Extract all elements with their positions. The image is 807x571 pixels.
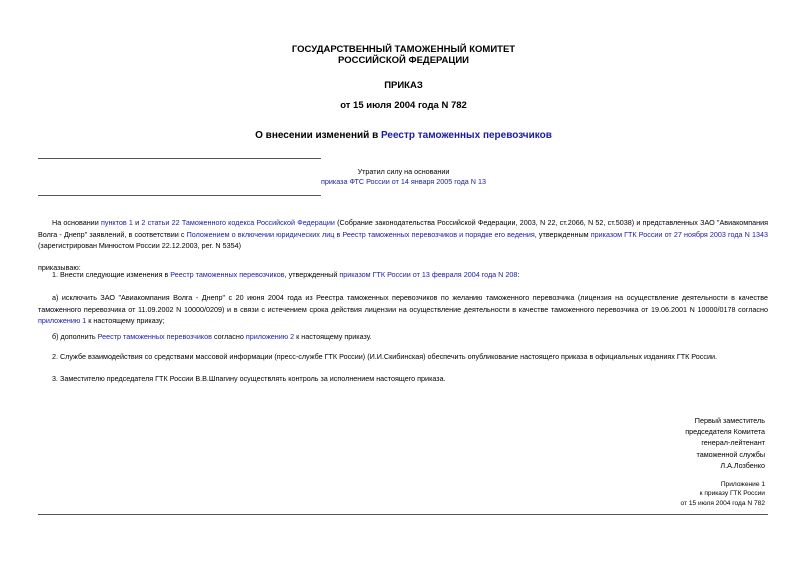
preamble-paragraph [38,217,768,252]
issuer-name [0,44,807,66]
appendix-header [565,480,765,508]
signature-line-4: таможенной службы [696,449,765,459]
signature-block [565,415,765,471]
status-note [0,167,807,187]
item-a-text-2: к настоящему приказу; [86,316,165,325]
link-order-1343[interactable]: приказом ГТК России от 27 ноября 2003 года N 1343 [590,229,768,239]
item-b-text-2: согласно [211,332,246,341]
item-1-text-1: 1. Внести следующие изменения в [52,270,171,279]
signature-name: Л.А.Лозбенко [720,460,765,470]
preamble-text-3: (Собрание законодательства Российской Федерации, 2003, N 22, ст.2066, N 52, ст.5038) и представленных ЗАО "Авиакомпания Волга - Днепр" заявлений, в соответствии с [38,218,769,239]
item-b-appendix-2-link[interactable]: приложению 2 [245,332,295,341]
item-a [38,292,768,327]
signature-line-3: генерал-лейтенант [701,438,765,448]
appendix-line-1: Приложение 1 [720,481,765,488]
item-1 [38,269,768,281]
link-article-22[interactable]: 2 статьи 22 Таможенного кодекса Российской Федерации [141,218,335,227]
item-b-registry-link[interactable]: Реестр таможенных перевозчиков [97,332,212,341]
item-b-text-1: б) дополнить [52,332,98,341]
document-date: от 15 июля 2004 года N 782 [340,100,467,111]
item-b [38,331,768,343]
document-kind: ПРИКАЗ [384,80,423,91]
link-regulation[interactable]: Положением о включении юридических лиц в Реестр таможенных перевозчиков и порядке его ведения [186,229,535,239]
item-a-text-1: а) исключить ЗАО "Авиакомпания Волга - Днепр" с 20 июня 2004 года из Реестра таможенных перевозчиков по желанию таможенного перевозчика (лицензия на осуществление деятельности в качестве таможенного перевозчика от 11.09.2002 N 10000/0209) и в связи с истечением срока действия лицензии на осуществление деятельности в качестве таможенного перевозчика от 19.06.2001 N 10000/0178 согласно [38,293,768,314]
item-3: 3. Заместителю председателя ГТК России В.В.Шпагину осуществлять контроль за исполнением настоящего приказа. [52,374,446,383]
signature-line-1: Первый заместитель [694,416,765,425]
item-1-registry-link[interactable]: Реестр таможенных перевозчиков [170,270,285,279]
link-points-1[interactable]: пунктов 1 [100,218,133,227]
status-line: Утратил силу на основании [357,167,450,176]
orders-word: приказываю: [38,263,81,272]
divider-top [38,158,321,159]
preamble-text-5: (зарегистрирован Минюстом России 22.12.2003, рег. N 5354) [38,241,241,250]
item-b-text-3: к настоящему приказу. [294,332,372,341]
appendix-line-2: к приказу ГТК России [699,490,765,498]
signature-line-2: председателя Комитета [685,427,765,437]
item-1-text-2: , утвержденный [284,270,340,279]
divider-bottom [38,195,321,196]
item-1-text-3: : [517,270,520,279]
page-bottom-rule [38,514,768,515]
status-link[interactable]: приказа ФТС России от 14 января 2005 года N 13 [321,177,486,186]
title-text: О внесении изменений в [255,130,381,141]
issuer-line-1: ГОСУДАРСТВЕННЫЙ ТАМОЖЕННЫЙ КОМИТЕТ [291,44,516,55]
title-link[interactable]: Реестр таможенных перевозчиков [381,130,552,141]
preamble-text-2: и [132,218,142,227]
preamble-text-4: , утвержденным [534,229,591,239]
preamble-text-1: На основании [52,218,101,227]
issuer-line-2: РОССИЙСКОЙ ФЕДЕРАЦИИ [337,55,469,66]
item-1-order-208-link[interactable]: приказом ГТК России от 13 февраля 2004 года N 208 [339,270,518,279]
item-2: 2. Службе взаимодействия со средствами массовой информации (пресс-службе ГТК России) (И.И.Скибинская) обеспечить опубликование настоящего приказа в официальных изданиях ГТК России. [52,352,717,361]
item-a-appendix-1-link[interactable]: приложению 1 [38,316,87,325]
document-title [0,130,807,141]
appendix-line-3: от 15 июля 2004 года N 782 [680,499,765,507]
